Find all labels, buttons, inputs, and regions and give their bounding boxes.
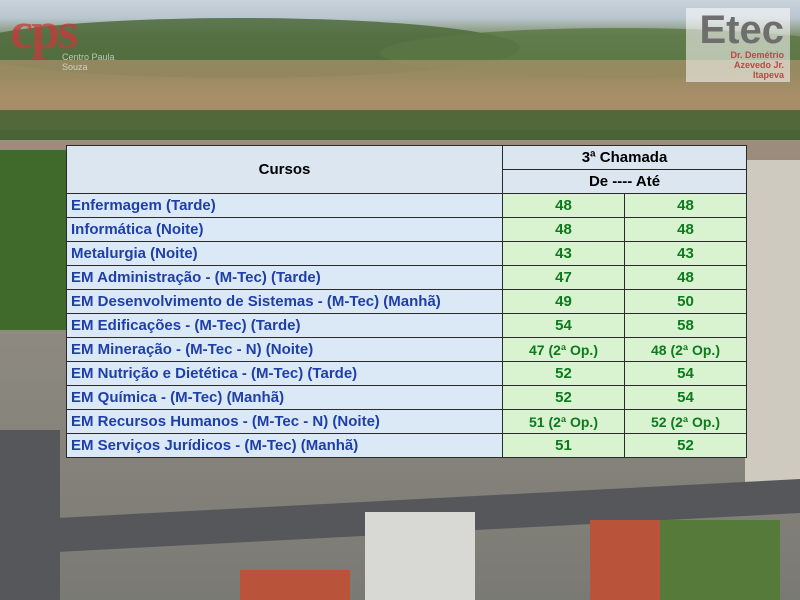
table-row: [67, 362, 747, 386]
score-to-cell: 52 (2ª Op.): [625, 410, 747, 434]
score-to-cell: 50: [625, 290, 747, 314]
course-name-cell: Metalurgia (Noite): [67, 242, 503, 266]
table-row: [67, 338, 747, 362]
table-body: [67, 194, 747, 458]
cps-logo-subtext: Centro Paula Souza: [62, 52, 115, 72]
etec-logo-line3: Itapeva: [752, 70, 784, 80]
score-to-cell: 54: [625, 386, 747, 410]
score-from-cell: 49: [503, 290, 625, 314]
score-from-cell: 52: [503, 386, 625, 410]
score-from-cell: 48: [503, 218, 625, 242]
cps-logo-text: cps: [10, 3, 77, 60]
table-row: [67, 410, 747, 434]
call-column-header: 3ª Chamada: [503, 146, 747, 170]
score-from-cell: 54: [503, 314, 625, 338]
course-name-cell: EM Nutrição e Dietética - (M-Tec) (Tarde): [67, 362, 503, 386]
table-row: [67, 386, 747, 410]
course-name-cell: EM Recursos Humanos - (M-Tec - N) (Noite): [67, 410, 503, 434]
score-to-cell: 48: [625, 218, 747, 242]
table-row: [67, 314, 747, 338]
table-row: [67, 218, 747, 242]
score-to-cell: 52: [625, 434, 747, 458]
course-name-cell: EM Química - (M-Tec) (Manhã): [67, 386, 503, 410]
range-column-header: De ---- Até: [503, 170, 747, 194]
etec-logo-title: Etec: [699, 8, 784, 52]
score-to-cell: 48 (2ª Op.): [625, 338, 747, 362]
score-from-cell: 52: [503, 362, 625, 386]
table-row: [67, 242, 747, 266]
course-name-cell: Enfermagem (Tarde): [67, 194, 503, 218]
table-row: [67, 194, 747, 218]
etec-logo-line2: Azevedo Jr.: [733, 60, 784, 70]
cut-off-table: [66, 145, 747, 458]
course-name-cell: EM Desenvolvimento de Sistemas - (M-Tec) (Manhã): [67, 290, 503, 314]
course-name-cell: Informática (Noite): [67, 218, 503, 242]
score-to-cell: 43: [625, 242, 747, 266]
score-to-cell: 58: [625, 314, 747, 338]
course-name-cell: EM Edificações - (M-Tec) (Tarde): [67, 314, 503, 338]
score-to-cell: 54: [625, 362, 747, 386]
course-name-cell: EM Serviços Jurídicos - (M-Tec) (Manhã): [67, 434, 503, 458]
score-to-cell: 48: [625, 266, 747, 290]
score-from-cell: 47 (2ª Op.): [503, 338, 625, 362]
course-name-cell: EM Administração - (M-Tec) (Tarde): [67, 266, 503, 290]
score-from-cell: 47: [503, 266, 625, 290]
table-row: [67, 434, 747, 458]
course-name-cell: EM Mineração - (M-Tec - N) (Noite): [67, 338, 503, 362]
score-from-cell: 48: [503, 194, 625, 218]
table-row: [67, 290, 747, 314]
etec-logo-line1: Dr. Demétrio: [730, 50, 784, 60]
score-from-cell: 43: [503, 242, 625, 266]
cps-logo: [10, 3, 140, 78]
table-row: [67, 266, 747, 290]
etec-logo: [686, 8, 790, 82]
score-from-cell: 51 (2ª Op.): [503, 410, 625, 434]
score-from-cell: 51: [503, 434, 625, 458]
score-to-cell: 48: [625, 194, 747, 218]
courses-column-header: Cursos: [67, 146, 503, 194]
